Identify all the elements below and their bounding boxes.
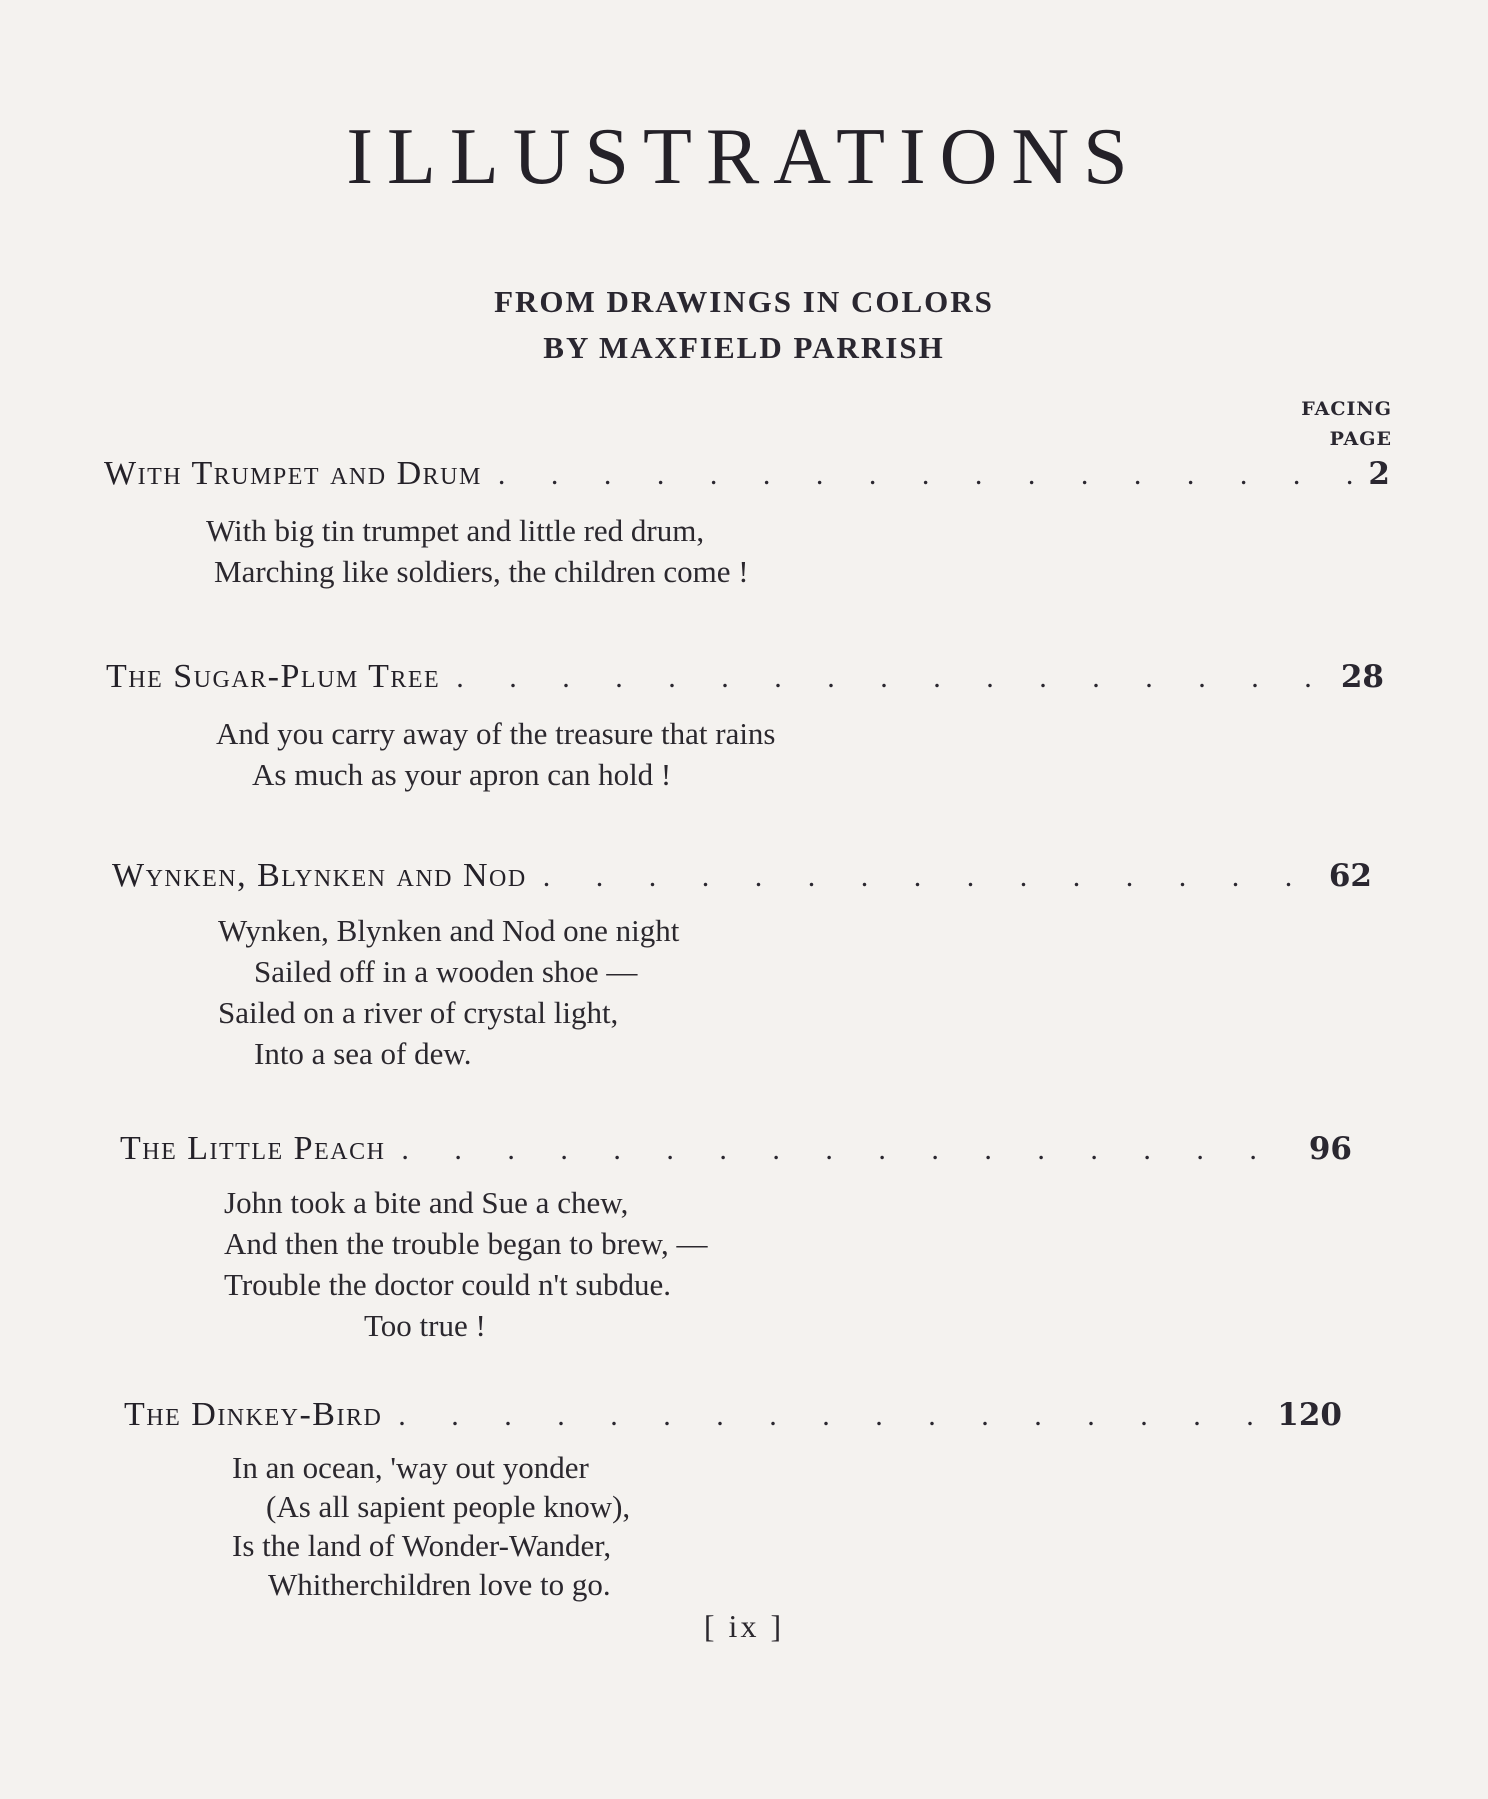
verse-line: Is the land of Wonder-Wander, (232, 1528, 612, 1563)
verse-line: Sailed off in a wooden shoe — (254, 954, 638, 989)
verse-line: (As all sapient people know), (266, 1489, 631, 1524)
verse-line: Marching like soldiers, the children come ! (214, 554, 749, 589)
entry-title: With Trumpet and Drum (104, 455, 482, 492)
verse-line: Too true ! (364, 1308, 486, 1343)
entry-title-row (112, 857, 1372, 895)
entry-title-row (120, 1130, 1352, 1168)
entry-page-number: 120 (1277, 1397, 1342, 1433)
page-folio: [ ix ] (703, 1608, 785, 1644)
verse-line: With big tin trumpet and little red drum, (206, 513, 705, 548)
entry-page-number: 96 (1308, 1131, 1352, 1167)
verse-line: Sailed on a river of crystal light, (218, 995, 619, 1030)
entry-title: Wynken, Blynken and Nod (112, 857, 527, 894)
entry-verse (218, 910, 679, 1074)
entry-title-row (106, 658, 1384, 696)
verse-line: Into a sea of dew. (254, 1036, 472, 1071)
entry-title: The Little Peach (120, 1130, 386, 1167)
verse-line: Trouble the doctor could n't subdue. (224, 1267, 672, 1302)
verse-line: And then the trouble began to brew, — (224, 1226, 708, 1261)
entry-verse (206, 510, 749, 592)
page-title: ILLUSTRATIONS (346, 113, 1142, 201)
entry-verse (232, 1448, 630, 1604)
leader-dots (543, 860, 1319, 894)
page-label: PAGE (1329, 428, 1392, 450)
verse-line: Wynken, Blynken and Nod one night (218, 913, 680, 948)
entry-title-row (104, 455, 1390, 493)
verse-line: In an ocean, 'way out yonder (232, 1450, 589, 1485)
leader-dots (401, 1133, 1298, 1167)
verse-line: And you carry away of the treasure that rains (216, 716, 776, 751)
subtitle-line-1: FROM DRAWINGS IN COLORS (494, 284, 994, 319)
verse-line: Whitherchildren love to go. (268, 1567, 611, 1602)
leader-dots (498, 458, 1359, 492)
entry-page-number: 2 (1368, 456, 1390, 492)
entry-page-number: 28 (1340, 659, 1384, 695)
leader-dots (398, 1399, 1267, 1433)
subtitle-line-2: BY MAXFIELD PARRISH (543, 330, 945, 365)
verse-line: John took a bite and Sue a chew, (224, 1185, 629, 1220)
facing-label: FACING (1301, 398, 1392, 420)
facing-page-label (1301, 394, 1392, 454)
entry-title: The Sugar-Plum Tree (106, 658, 441, 695)
entry-verse (216, 713, 776, 795)
verse-line: As much as your apron can hold ! (252, 757, 672, 792)
entry-verse (224, 1182, 708, 1346)
leader-dots (456, 661, 1331, 695)
entry-title: The Dinkey-Bird (124, 1396, 383, 1433)
entry-page-number: 62 (1328, 858, 1372, 894)
entry-title-row (124, 1396, 1342, 1434)
